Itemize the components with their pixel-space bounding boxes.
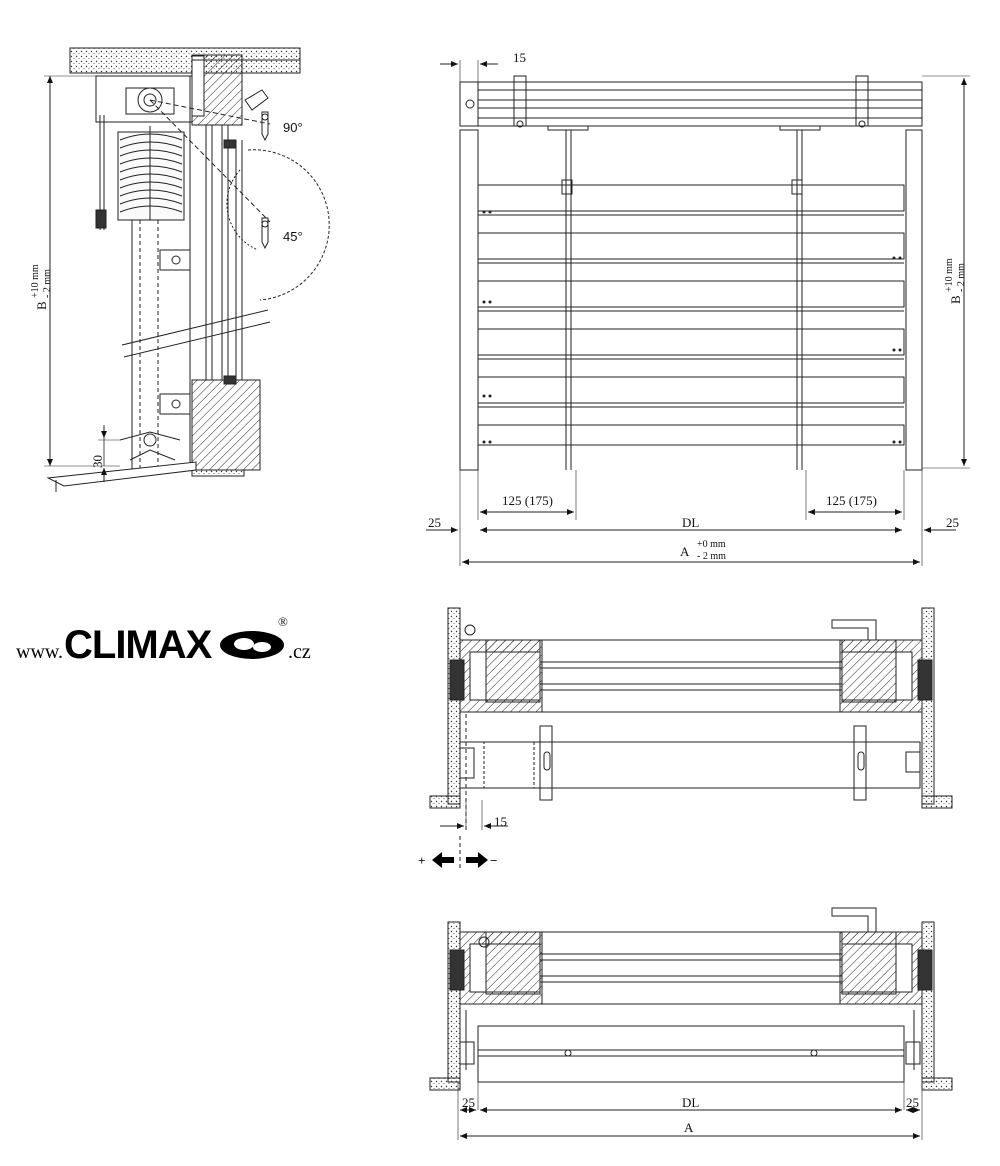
width-tol-minus: - 2 mm	[697, 551, 726, 562]
margin-right-label: 25	[946, 515, 959, 530]
adjust-minus-label: −	[490, 853, 498, 868]
svg-text:- 2 mm: - 2 mm	[42, 269, 53, 298]
plan2-inner-width-label: DL	[682, 1095, 700, 1110]
logo-suffix: .cz	[288, 641, 311, 663]
width-tol-plus: +0 mm	[697, 539, 726, 550]
plan-rail-2	[478, 1026, 904, 1082]
section-view	[44, 48, 329, 492]
angle-45-label: 45°	[283, 229, 303, 244]
crank-hole-icon	[466, 100, 474, 108]
front-slats	[478, 185, 904, 445]
inner-width-label: DL	[682, 515, 700, 530]
sill-offset-label: 30	[90, 455, 105, 468]
registered-mark: ®	[278, 614, 288, 629]
top-offset-label: 15	[513, 50, 526, 65]
plan-view-1	[430, 608, 952, 870]
plan-rail-1	[460, 742, 920, 788]
svg-text:+10 mm: +10 mm	[944, 258, 955, 292]
window-sill	[48, 462, 196, 486]
plan2-outer-width-label: A	[684, 1120, 694, 1135]
svg-text:B: B	[948, 295, 963, 304]
angle-90-label: 90°	[283, 120, 303, 135]
plan2-margin-right-label: 25	[906, 1095, 919, 1110]
margin-left-label: 25	[428, 515, 441, 530]
arrow-right-icon	[466, 852, 488, 868]
stacked-slats	[118, 126, 184, 220]
plan-offset-label: 15	[494, 814, 507, 829]
logo-name: CLIMAX	[64, 623, 212, 667]
left-jamb	[460, 130, 478, 470]
svg-text:- 2 mm: - 2 mm	[956, 263, 967, 292]
cloud-icon	[220, 631, 284, 659]
window-frame-bottom	[192, 380, 260, 470]
adjust-plus-label: +	[418, 853, 426, 868]
ladder-right-label: 125 (175)	[826, 493, 877, 508]
outer-width-label: A	[680, 544, 690, 559]
head-rail	[460, 82, 922, 126]
svg-text:+10 mm: +10 mm	[30, 264, 41, 298]
climax-logo	[16, 614, 311, 667]
arrow-left-icon	[432, 852, 454, 868]
logo-prefix: www.	[16, 641, 64, 663]
front-view	[426, 60, 970, 566]
right-jamb	[906, 130, 922, 470]
ladder-left-label: 125 (175)	[502, 493, 553, 508]
tilted-slat	[122, 310, 270, 357]
svg-text:B: B	[34, 301, 49, 310]
plan2-margin-left-label: 25	[462, 1095, 475, 1110]
